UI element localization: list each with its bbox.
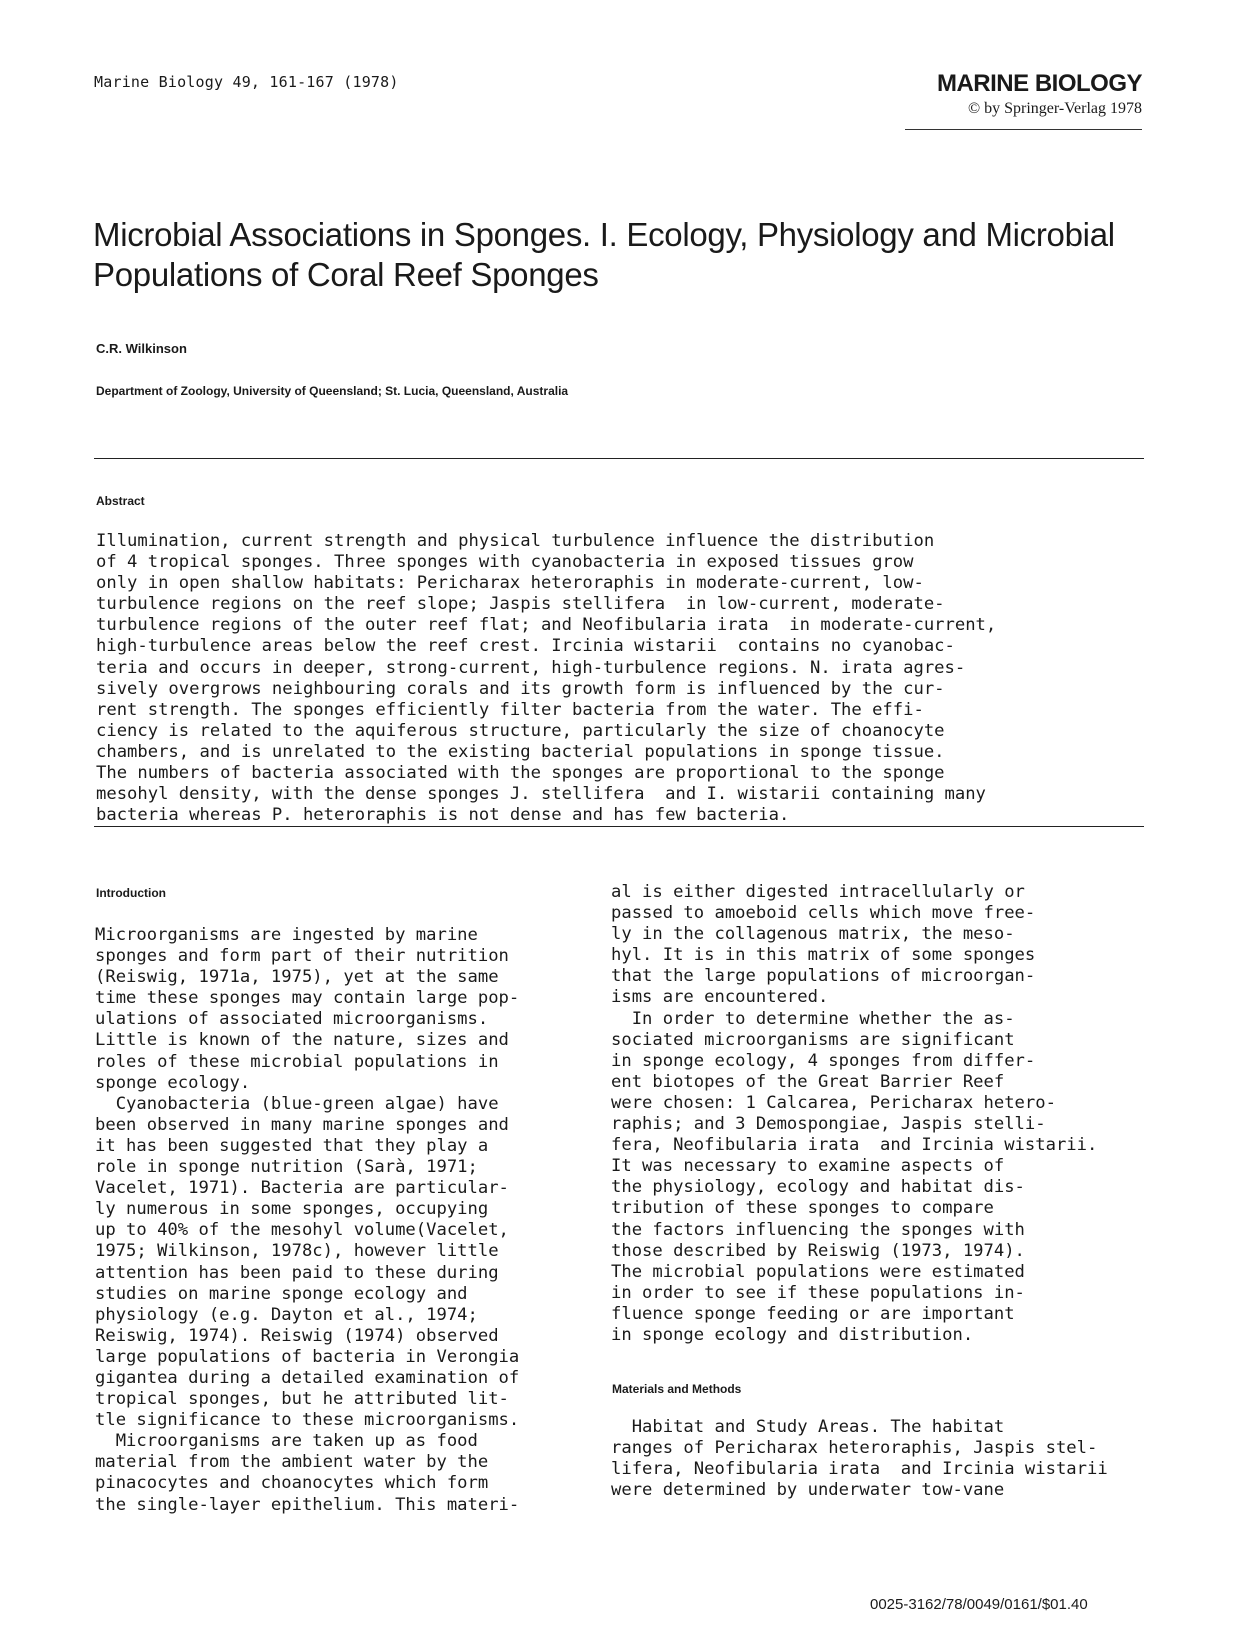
journal-block <box>905 70 1142 120</box>
introduction-right-line: in sponge ecology, 4 sponges from differ- <box>611 1050 1036 1071</box>
paper-title: Microbial Associations in Sponges. I. Ecology, Physiology and Microbial Populations of Coral Reef Sponges <box>93 216 1115 293</box>
introduction-left-line: the single-layer epithelium. This materi- <box>95 1494 520 1515</box>
abstract-line: teria and occurs in deeper, strong-current, high-turbulence regions. N. irata agres- <box>96 657 966 678</box>
methods-line: were determined by underwater tow-vane <box>611 1480 1005 1501</box>
introduction-left-line: roles of these microbial populations in <box>95 1051 499 1072</box>
introduction-left-line: Microorganisms are ingested by marine <box>95 925 478 945</box>
introduction-left-line: up to 40% of the mesohyl volume(Vacelet, <box>95 1220 509 1241</box>
introduction-right-line: ent biotopes of the Great Barrier Reef <box>611 1071 1005 1092</box>
abstract-line: Illumination, current strength and physical turbulence influence the distribution <box>96 531 935 551</box>
abstract-line: rent strength. The sponges efficiently filter bacteria from the water. The effi- <box>96 699 924 720</box>
introduction-left-line: Reiswig, 1974). Reiswig (1974) observed <box>95 1325 499 1346</box>
abstract-line: The numbers of bacteria associated with the sponges are proportional to the sponge <box>96 763 945 784</box>
introduction-right-line: in sponge ecology and distribution. <box>611 1324 974 1345</box>
introduction-left-line: sponge ecology. <box>95 1072 251 1093</box>
introduction-left-line: it has been suggested that they play a <box>95 1135 489 1156</box>
introduction-right-line: tribution of these sponges to compare <box>611 1198 994 1219</box>
abstract-line: high-turbulence areas below the reef crest. Ircinia wistarii contains no cyanobac- <box>96 636 955 657</box>
introduction-left-line: attention has been paid to these during <box>95 1262 499 1283</box>
introduction-left-line: large populations of bacteria in Verongia <box>95 1346 520 1367</box>
introduction-right-line: fluence sponge feeding or are important <box>611 1303 1015 1324</box>
introduction-right-column <box>611 882 1131 1346</box>
introduction-left-line: role in sponge nutrition (Sarà, 1971; <box>95 1157 478 1178</box>
introduction-left-line: tle significance to these microorganisms. <box>95 1410 520 1431</box>
introduction-right-line: It was necessary to examine aspects of <box>611 1156 1005 1177</box>
journal-rule <box>905 129 1142 130</box>
abstract-line: ciency is related to the aquiferous structure, particularly the size of choanocyte <box>96 720 945 741</box>
introduction-right-line: fera, Neofibularia irata and Ircinia wistarii. <box>611 1135 1098 1156</box>
methods-line: lifera, Neofibularia irata and Ircinia wistarii <box>611 1459 1108 1480</box>
introduction-left-line: been observed in many marine sponges and <box>95 1114 509 1135</box>
methods-line: ranges of Pericharax heteroraphis, Jaspis stel- <box>611 1438 1098 1459</box>
introduction-left-line: ly numerous in some sponges, occupying <box>95 1199 489 1220</box>
abstract-line: sively overgrows neighbouring corals and its growth form is influenced by the cur- <box>96 678 945 699</box>
introduction-left-line: material from the ambient water by the <box>95 1452 489 1473</box>
introduction-left-line: Vacelet, 1971). Bacteria are particular- <box>95 1178 509 1199</box>
introduction-left-line: 1975; Wilkinson, 1978c), however little <box>95 1241 499 1262</box>
introduction-left-line: time these sponges may contain large pop- <box>95 988 520 1009</box>
introduction-right-line: raphis; and 3 Demospongiae, Jaspis stelli- <box>611 1114 1046 1135</box>
introduction-left-line: Little is known of the nature, sizes and <box>95 1030 509 1051</box>
abstract-line: of 4 tropical sponges. Three sponges with cyanobacteria in exposed tissues grow <box>96 552 914 573</box>
introduction-right-line: that the large populations of microorgan- <box>611 966 1036 987</box>
introduction-right-line: the physiology, ecology and habitat dis- <box>611 1177 1025 1198</box>
introduction-left-column <box>95 925 595 1516</box>
introduction-right-line: were chosen: 1 Calcarea, Pericharax hetero- <box>611 1092 1056 1113</box>
abstract-body <box>96 531 1156 826</box>
header-citation: Marine Biology 49, 161-167 (1978) <box>94 73 399 91</box>
introduction-right-line: In order to determine whether the as- <box>611 1008 1015 1029</box>
journal-name: MARINE BIOLOGY <box>936 70 1142 97</box>
abstract-line: turbulence regions of the outer reef flat; and Neofibularia irata in moderate-current, <box>96 615 997 636</box>
abstract-heading: Abstract <box>96 494 145 508</box>
introduction-left-line: ulations of associated microorganisms. <box>95 1009 489 1030</box>
affiliation: Department of Zoology, University of Queensland; St. Lucia, Queensland, Australia <box>96 384 569 398</box>
introduction-right-line: those described by Reiswig (1973, 1974). <box>611 1240 1025 1261</box>
methods-body <box>611 1417 1131 1501</box>
introduction-right-line: passed to amoeboid cells which move free- <box>611 903 1036 924</box>
abstract-line: only in open shallow habitats: Pericharax heteroraphis in moderate-current, low- <box>96 573 924 594</box>
introduction-right-line: sociated microorganisms are significant <box>611 1029 1015 1050</box>
methods-line: Habitat and Study Areas. The habitat <box>611 1417 1005 1437</box>
introduction-right-line: the factors influencing the sponges with <box>611 1219 1025 1240</box>
introduction-right-line: ly in the collagenous matrix, the meso- <box>611 924 1015 945</box>
introduction-right-line: al is either digested intracellularly or <box>611 882 1025 902</box>
footer-code: 0025-3162/78/0049/0161/$01.40 <box>870 1596 1088 1613</box>
abstract-line: turbulence regions on the reef slope; Jaspis stellifera in low-current, moderate- <box>96 594 945 615</box>
abstract-line: chambers, and is unrelated to the existing bacterial populations in sponge tissue. <box>96 741 945 762</box>
introduction-left-line: Microorganisms are taken up as food <box>95 1431 478 1452</box>
introduction-left-line: Cyanobacteria (blue-green algae) have <box>95 1093 499 1114</box>
introduction-heading: Introduction <box>96 886 166 900</box>
introduction-right-line: in order to see if these populations in- <box>611 1282 1025 1303</box>
abstract-line: mesohyl density, with the dense sponges J. stellifera and I. wistarii containing many <box>96 784 986 805</box>
introduction-left-line: gigantea during a detailed examination of <box>95 1367 520 1388</box>
journal-copyright: © by Springer-Verlag 1978 <box>967 100 1142 117</box>
introduction-right-line: isms are encountered. <box>611 987 829 1008</box>
author: C.R. Wilkinson <box>96 341 187 356</box>
methods-heading: Materials and Methods <box>612 1382 742 1396</box>
abstract-bottom-rule <box>94 826 1144 827</box>
abstract-top-rule <box>94 458 1144 459</box>
introduction-left-line: studies on marine sponge ecology and <box>95 1283 468 1304</box>
introduction-left-line: (Reiswig, 1971a, 1975), yet at the same <box>95 967 499 988</box>
introduction-left-line: pinacocytes and choanocytes which form <box>95 1473 489 1494</box>
introduction-left-line: physiology (e.g. Dayton et al., 1974; <box>95 1304 478 1325</box>
introduction-left-line: tropical sponges, but he attributed lit- <box>95 1389 509 1410</box>
introduction-right-line: The microbial populations were estimated <box>611 1261 1025 1282</box>
abstract-line: bacteria whereas P. heteroraphis is not dense and has few bacteria. <box>96 805 790 826</box>
introduction-right-line: hyl. It is in this matrix of some sponges <box>611 945 1036 966</box>
introduction-left-line: sponges and form part of their nutrition <box>95 946 509 967</box>
